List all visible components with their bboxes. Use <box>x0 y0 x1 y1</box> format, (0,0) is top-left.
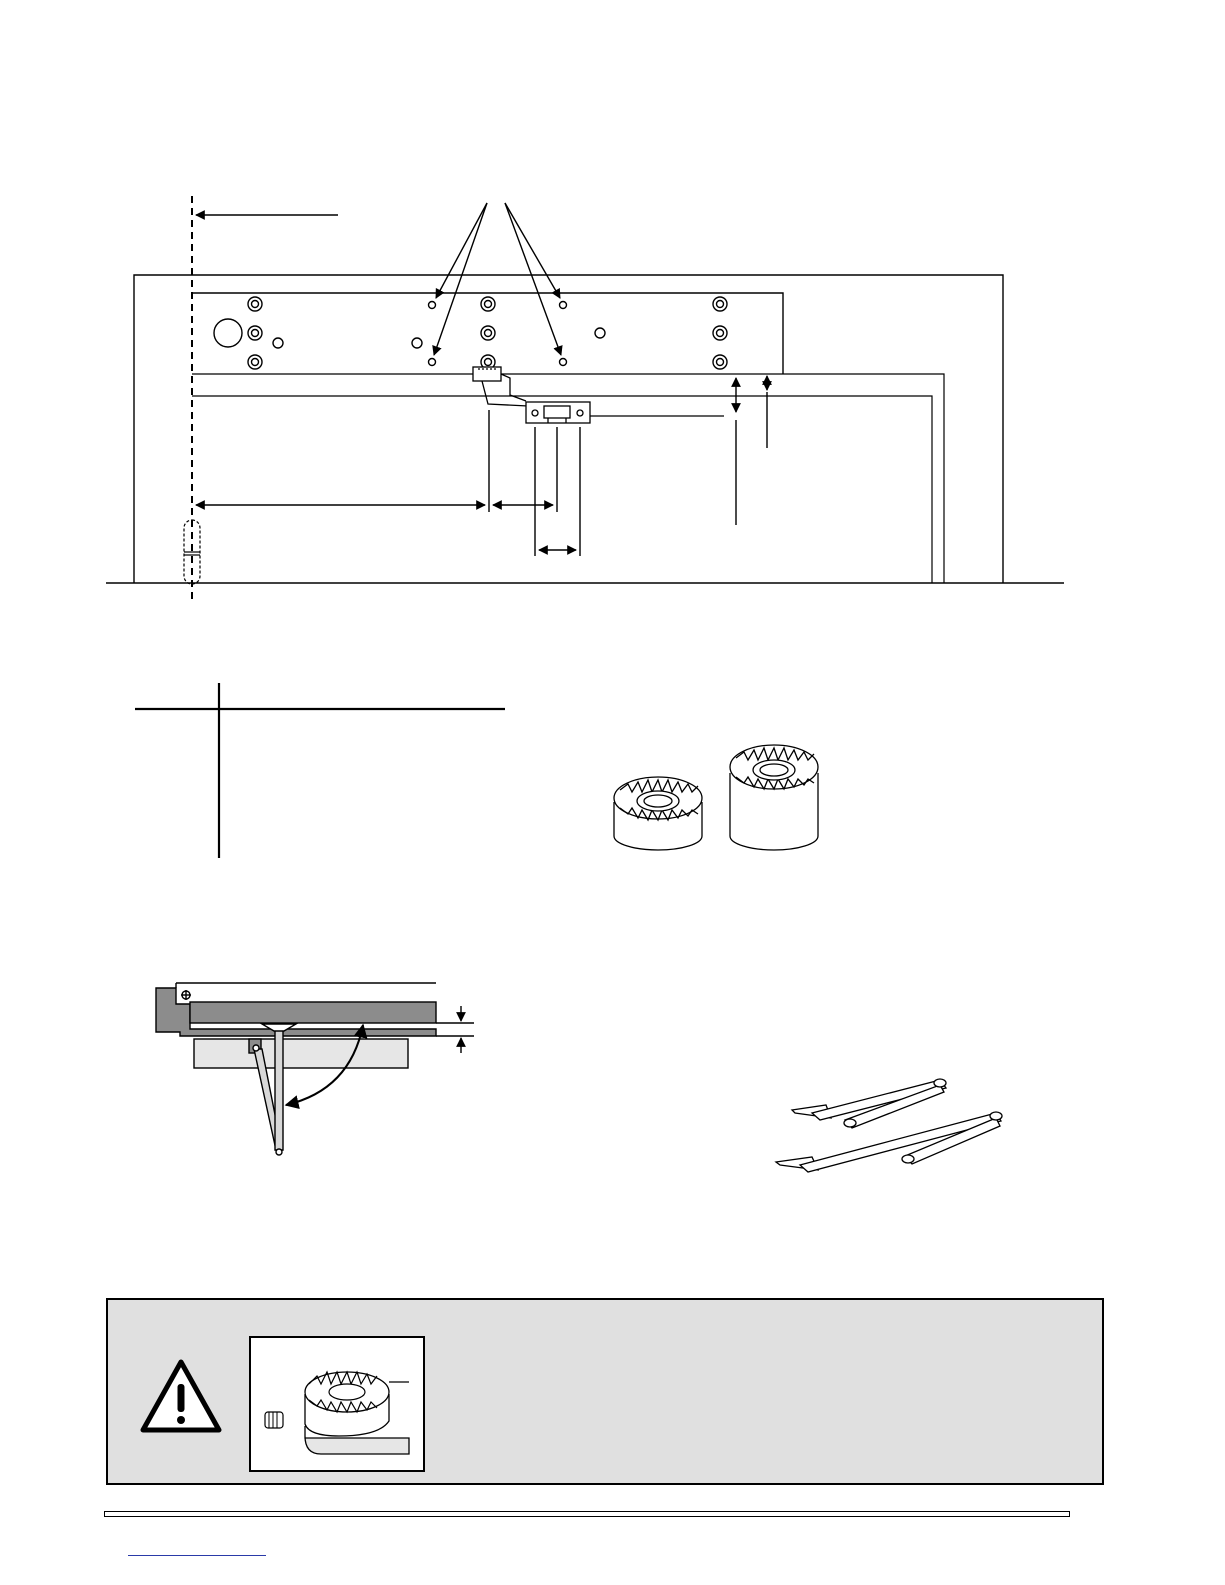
pilot-hole <box>429 359 436 366</box>
door-frame-outline <box>134 275 1003 583</box>
tall-valve-cover <box>730 745 818 850</box>
footer-link[interactable] <box>128 1555 266 1556</box>
small-valve-cover <box>614 777 702 850</box>
pilot-hole <box>560 302 567 309</box>
door-inner-edge <box>192 396 932 583</box>
section-view <box>156 983 474 1155</box>
mounting-template-drawing <box>106 275 1064 583</box>
small-hole <box>273 338 283 348</box>
dimension-lines <box>196 376 767 556</box>
small-hole <box>595 328 605 338</box>
warning-box <box>106 1298 1104 1485</box>
short-arm <box>792 1079 946 1128</box>
pilot-hole <box>429 302 436 309</box>
closer-body-section <box>194 1039 408 1068</box>
set-screw-icon <box>265 1412 283 1428</box>
footer-rule <box>104 1511 1070 1517</box>
spindle-hole <box>214 319 242 347</box>
closer-arm-forearm <box>275 1030 283 1150</box>
pilot-hole-leaders <box>434 203 561 355</box>
spec-table <box>135 683 505 858</box>
door-leaf-section <box>190 1002 436 1023</box>
warning-triangle-icon <box>133 1352 229 1442</box>
screw-holes <box>214 297 727 369</box>
arm-shoe-bracket <box>473 367 724 423</box>
pilot-hole <box>560 359 567 366</box>
valve-cover-illustration <box>249 1336 425 1472</box>
small-hole <box>412 338 422 348</box>
frame-outline <box>176 983 436 988</box>
long-arm <box>776 1112 1002 1172</box>
